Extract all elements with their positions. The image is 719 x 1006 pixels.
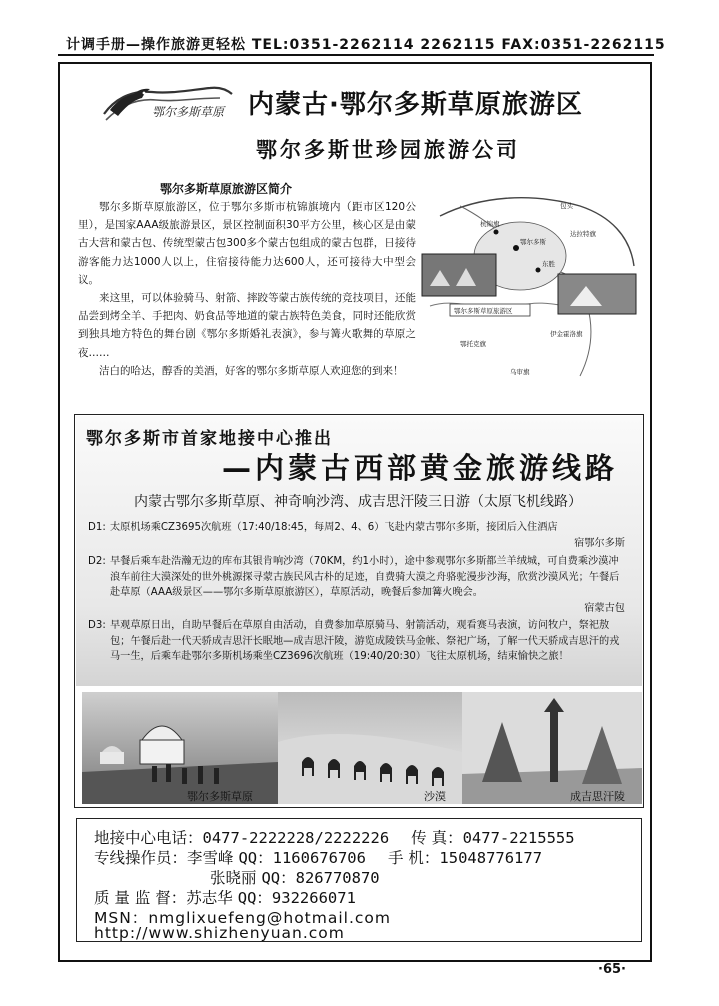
day-text: 早观草原日出，自助早餐后在草原自由活动，自费参加草原骑马、射箭活动，观看赛马表演，访问牧户，祭祀敖包；午餐后赴一代天骄成吉思汗长眠地—成吉思汗陵，游览成陵铁马金帐、祭祀广场，了解一代天骄成吉思汗的戎马一生，后乘车赴鄂尔多斯机场乘坐CZ3696次航班（19:40/20:30）飞往太原机场，结束愉快之旅！ bbox=[110, 620, 620, 662]
company-name: 鄂尔多斯世珍园旅游公司 bbox=[256, 138, 520, 162]
map-label: 鄂托克旗 bbox=[460, 340, 486, 348]
operator-name: 李雪峰 bbox=[187, 849, 234, 867]
header-rule bbox=[58, 54, 654, 56]
route-intro: 鄂尔多斯市首家地接中心推出 bbox=[86, 429, 333, 449]
day-item bbox=[88, 618, 625, 665]
fax-number: 0477-2215555 bbox=[462, 829, 575, 847]
route-photos bbox=[82, 692, 642, 804]
page-header: 计调手册—操作旅游更轻松 TEL:0351-2262114 2262115 FAX:0351-2262115 bbox=[66, 37, 666, 53]
photo-caption: 沙漠 bbox=[424, 790, 446, 803]
map-label: 包头 bbox=[560, 202, 573, 210]
map-label: 伊金霍洛旗 bbox=[550, 330, 583, 338]
website-link[interactable]: http://www.shizhenyuan.com bbox=[94, 924, 345, 942]
day-item bbox=[88, 520, 625, 551]
day-text: 太原机场乘CZ3695次航班（17:40/18:45，每周2、4、6）飞赴内蒙古鄂尔多斯，接团后入住酒店 bbox=[110, 522, 558, 533]
logo-text: 鄂尔多斯草原 bbox=[152, 105, 225, 119]
page-title: 内蒙古·鄂尔多斯草原旅游区 bbox=[248, 90, 583, 120]
route-subtitle: 内蒙古鄂尔多斯草原、神奇响沙湾、成吉思汗陵三日游（太原飞机线路） bbox=[134, 494, 582, 510]
intro-body bbox=[78, 198, 416, 380]
intro-paragraph: 来这里，可以体验骑马、射箭、摔跤等蒙古族传统的竞技项目，还能品尝到烤全羊、手把肉、奶食品等地道的蒙古族特色美食，同时还能欣赏到独具地方特色的舞台剧《鄂尔多斯婚礼表演》，参与篝火歌舞的草原之夜…… bbox=[78, 292, 416, 359]
contact-label: 手 机： bbox=[387, 849, 440, 867]
contact-line bbox=[210, 866, 380, 888]
photo-caption: 成吉思汗陵 bbox=[570, 790, 625, 803]
yurt-photo-inset bbox=[422, 254, 496, 296]
horse-logo-icon bbox=[100, 80, 235, 128]
route-title: —内蒙古西部黄金旅游线路 bbox=[222, 451, 619, 485]
day-text: 早餐后乘车赴浩瀚无边的库布其银肯响沙湾（70KM，约1小时），途中参观鄂尔多斯都兰羊绒城，可自费乘沙漠冲浪车前往大漠深处的世外桃源探寻蒙古族民风古朴的足迹，自费骑大漠之舟骆驼漫步沙海，欣赏沙漠风光；午餐后赴草原（AAA级景区——鄂尔多斯草原旅游区），草原活动，晚餐后参加篝火晚会。 bbox=[110, 556, 620, 598]
contact-line bbox=[94, 846, 542, 868]
map-label: 鄂尔多斯 bbox=[520, 238, 546, 246]
day-tail: 宿蒙古包 bbox=[584, 602, 625, 614]
day-label: D3: bbox=[88, 620, 106, 631]
grassland-photo-inset bbox=[558, 274, 636, 314]
contact-label: 地接中心电话： bbox=[94, 829, 203, 847]
page-number: ·65· bbox=[598, 962, 626, 977]
map-label: 东胜 bbox=[542, 260, 555, 268]
map-label: 乌审旗 bbox=[510, 368, 530, 376]
qq-label: QQ： bbox=[237, 889, 272, 907]
operator-name: 张晓丽 bbox=[210, 869, 257, 887]
day-tail: 宿鄂尔多斯 bbox=[574, 537, 625, 549]
contact-label: 专线操作员： bbox=[94, 849, 188, 867]
qq-number: 826770870 bbox=[295, 869, 380, 887]
intro-heading: 鄂尔多斯草原旅游区简介 bbox=[160, 182, 293, 196]
qq-label: QQ： bbox=[238, 849, 273, 867]
msn-address[interactable]: nmglixuefeng@hotmail.com bbox=[148, 909, 392, 927]
map-label: 杭锦旗 bbox=[480, 220, 500, 228]
msn-label: MSN： bbox=[94, 909, 149, 927]
day-item bbox=[88, 554, 625, 616]
qq-number: 1160676706 bbox=[272, 849, 366, 867]
intro-paragraph: 鄂尔多斯草原旅游区，位于鄂尔多斯市杭锦旗境内（距市区120公里），是国家AAA级旅游景区，景区控制面积30平方公里，核心区是由蒙古大营和蒙古包、传统型蒙古包300多个蒙古包组成的蒙古包群，日接待游客能力达1000人以上，住宿接待能力达600人，还可接待大中型会议。 bbox=[78, 201, 416, 286]
grassland-logo bbox=[100, 80, 235, 128]
map-label: 达拉特旗 bbox=[570, 230, 596, 238]
supervisor-name: 苏志华 bbox=[186, 889, 233, 907]
intro-paragraph: 洁白的哈达，醇香的美酒，好客的鄂尔多斯草原人欢迎您的到来！ bbox=[99, 364, 404, 377]
contact-label: 传 真： bbox=[411, 829, 463, 847]
location-map bbox=[420, 186, 640, 392]
phone-number: 0477-2222228/2222226 bbox=[202, 829, 390, 847]
day-label: D1: bbox=[88, 522, 106, 533]
contact-line bbox=[94, 826, 575, 848]
contact-line bbox=[94, 886, 356, 908]
qq-label: QQ： bbox=[261, 869, 296, 887]
contact-label: 质 量 监 督： bbox=[94, 889, 187, 907]
day-label: D2: bbox=[88, 556, 106, 567]
map-label: 鄂尔多斯草原旅游区 bbox=[454, 307, 513, 315]
qq-number: 932266071 bbox=[271, 889, 356, 907]
photo-caption: 鄂尔多斯草原 bbox=[187, 790, 253, 803]
mobile-number: 15048776177 bbox=[439, 849, 543, 867]
